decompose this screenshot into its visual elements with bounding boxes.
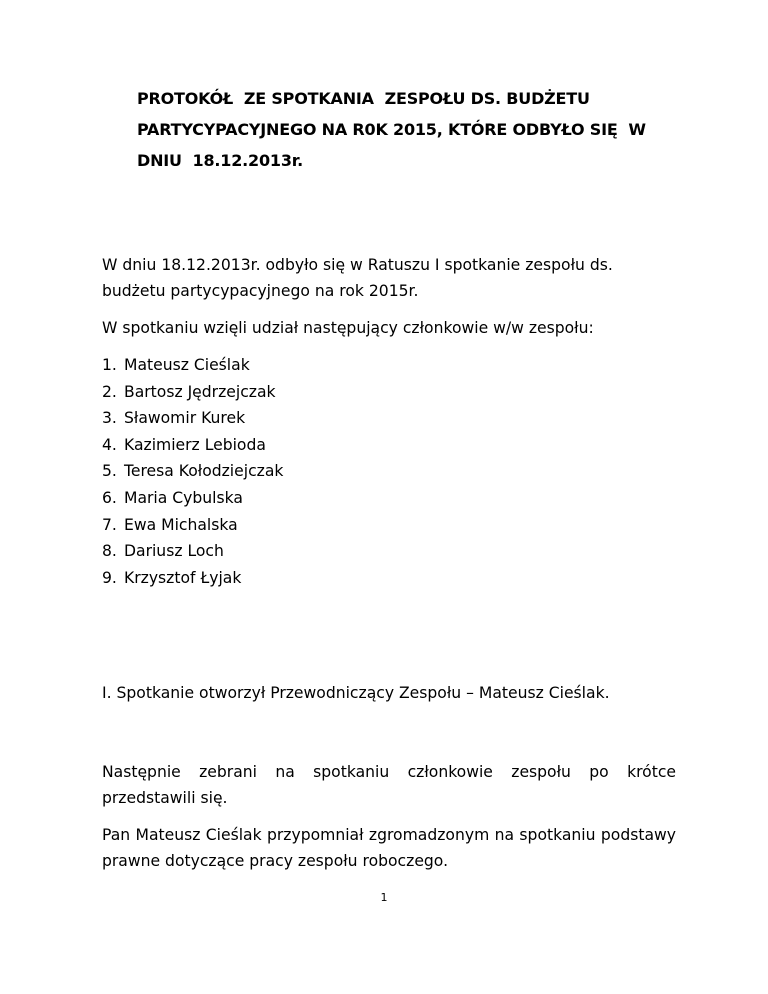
- list-item-number: 3.: [102, 409, 117, 428]
- title-line-1: PROTOKÓŁ ZE SPOTKANIA ZESPOŁU DS. BUDŻETU: [137, 89, 590, 108]
- member-name: Maria Cybulska: [124, 488, 243, 507]
- introductions-paragraph: Następnie zebrani na spotkaniu członkowie zespołu po krótce przedstawili się.: [102, 763, 676, 807]
- list-item: [102, 352, 283, 379]
- list-item: [102, 512, 283, 539]
- list-item-number: 2.: [102, 382, 117, 401]
- list-item: [102, 565, 283, 592]
- document-title: [137, 83, 677, 176]
- title-line-2: PARTYCYPACYJNEGO NA R0K 2015, KTÓRE ODBYŁO SIĘ W: [137, 120, 646, 139]
- list-item: [102, 485, 283, 512]
- member-name: Kazimierz Lebioda: [124, 435, 266, 454]
- title-line-3: DNIU 18.12.2013r.: [137, 151, 304, 170]
- legal-basis-paragraph: Pan Mateusz Cieślak przypomniał zgromadzonym na spotkaniu podstawy prawne dotyczące pracy zespołu roboczego.: [102, 826, 676, 870]
- member-name: Teresa Kołodziejczak: [124, 462, 284, 481]
- list-item-number: 8.: [102, 542, 117, 561]
- page-number: 1: [380, 891, 388, 904]
- member-name: Dariusz Loch: [124, 542, 224, 561]
- list-item-number: 9.: [102, 568, 117, 587]
- list-item: [102, 379, 283, 406]
- list-item-number: 7.: [102, 515, 117, 534]
- member-name: Bartosz Jędrzejczak: [124, 382, 276, 401]
- list-item-number: 1.: [102, 356, 117, 374]
- member-name: Mateusz Cieślak: [124, 356, 250, 374]
- member-name: Ewa Michalska: [124, 515, 238, 534]
- member-name: Krzysztof Łyjak: [124, 568, 242, 587]
- list-item-number: 6.: [102, 488, 117, 507]
- list-item: [102, 458, 283, 485]
- intro-paragraph: W dniu 18.12.2013r. odbyło się w Ratuszu I spotkanie zespołu ds. budżetu partycypacyjnego na rok 2015r.: [102, 256, 613, 300]
- list-item: [102, 432, 283, 459]
- list-item-number: 5.: [102, 462, 117, 481]
- members-list: [102, 352, 283, 591]
- list-item: [102, 405, 283, 432]
- list-item-number: 4.: [102, 435, 117, 454]
- member-name: Sławomir Kurek: [124, 409, 246, 428]
- participants-heading: W spotkaniu wzięli udział następujący członkowie w/w zespołu:: [102, 319, 594, 337]
- list-item: [102, 538, 283, 565]
- opening-paragraph: I. Spotkanie otworzył Przewodniczący Zespołu – Mateusz Cieślak.: [102, 684, 610, 702]
